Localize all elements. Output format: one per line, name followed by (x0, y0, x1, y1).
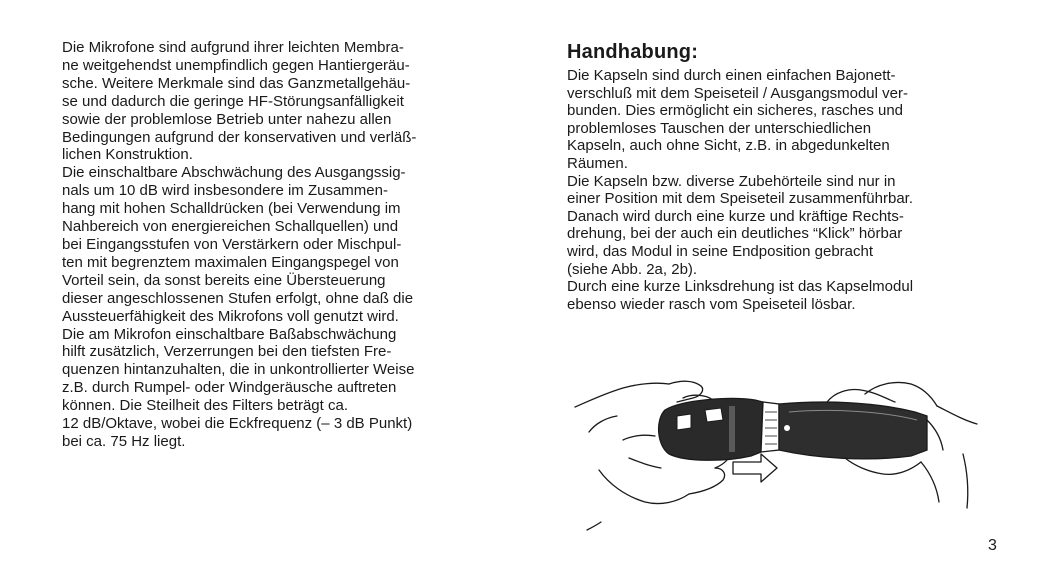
right-line-3: bunden. Dies ermöglicht ein sicheres, rasches und (567, 102, 904, 120)
page-number: 3 (988, 537, 997, 554)
right-text-column (567, 40, 1007, 313)
left-line-1: Die Mikrofone sind aufgrund ihrer leichten Membra- (62, 39, 404, 56)
right-line-2: verschluß mit dem Speiseteil / Ausgangsmodul ver- (567, 84, 908, 102)
section-heading: Handhabung: (567, 41, 699, 63)
left-line-22: 12 dB/Oktave, wobei die Eckfrequenz (– 3 dB Punkt) (62, 415, 413, 433)
left-line-12: bei Eingangsstufen von Verstärkern oder Mischpul- (62, 235, 402, 253)
left-line-7: lichen Konstruktion. (62, 146, 193, 164)
right-line-1: Die Kapseln sind durch einen einfachen Bajonett- (567, 67, 896, 84)
right-line-8: einer Position mit dem Speiseteil zusammenführbar. (567, 190, 913, 208)
left-line-11: Nahbereich von energiereichen Schallquellen) und (62, 218, 399, 236)
right-line-5: Kapseln, auch ohne Sicht, z.B. in abgedunkelten (567, 137, 890, 155)
right-line-7: Die Kapseln bzw. diverse Zubehörteile sind nur in (567, 172, 896, 190)
left-line-6: Bedingungen aufgrund der konservativen und verläß- (62, 128, 417, 146)
left-line-21: können. Die Steilheit des Filters beträgt ca. (62, 397, 348, 415)
right-line-13: Durch eine kurze Linksdrehung ist das Kapselmodul (567, 278, 914, 296)
right-body-text (567, 67, 1007, 313)
left-line-2: ne weitgehendst unempfindlich gegen Hantiergeräu- (62, 56, 410, 74)
right-line-9: Danach wird durch eine kurze und kräftige Rechts- (567, 207, 904, 225)
left-line-9: nals um 10 dB wird insbesondere im Zusammen- (62, 182, 388, 200)
right-line-4: problemloses Tauschen der unterschiedlichen (567, 119, 872, 137)
left-line-17: Die am Mikrofon einschaltbare Baßabschwächung (62, 325, 397, 343)
left-line-23: bei ca. 75 Hz liegt. (62, 432, 186, 450)
left-text-column (62, 39, 502, 451)
right-line-11: wird, das Modul in seine Endposition gebracht (567, 242, 874, 260)
left-line-13: ten mit begrenztem maximalen Eingangspegel von (62, 253, 399, 271)
left-line-3: sche. Weitere Merkmale sind das Ganzmetallgehäu- (62, 74, 411, 92)
right-line-12: (siehe Abb. 2a, 2b). (567, 260, 698, 278)
left-line-4: se und dadurch die geringe HF-Störungsanfälligkeit (62, 92, 404, 110)
right-line-14: ebenso wieder rasch vom Speiseteil lösbar. (567, 295, 856, 313)
left-line-20: z.B. durch Rumpel- oder Windgeräusche auftreten (62, 379, 397, 397)
left-line-5: sowie der problemlose Betrieb unter nahezu allen (62, 110, 392, 128)
hands-twisting-microphone-illustration (565, 362, 995, 532)
left-line-19: quenzen hintanzuhalten, die in unkontrollierter Weise (62, 361, 415, 379)
left-line-16: Aussteuerfähigkeit des Mikrofons voll genutzt wird. (62, 307, 399, 325)
microphone-drawing (659, 398, 927, 460)
left-line-18: hilft zusätzlich, Verzerrungen bei den tiefsten Fre- (62, 343, 392, 361)
right-line-10: drehung, bei der auch ein deutliches “Klick” hörbar (567, 225, 903, 243)
right-line-6: Räumen. (567, 154, 628, 172)
left-line-8: Die einschaltbare Abschwächung des Ausgangssig- (62, 164, 406, 182)
left-line-14: Vorteil sein, da sonst bereits eine Übersteuerung (62, 271, 386, 289)
left-line-15: dieser angeschlossenen Stufen erfolgt, ohne daß die (62, 289, 414, 307)
left-line-10: hang mit hohen Schalldrücken (bei Verwendung im (62, 200, 401, 218)
